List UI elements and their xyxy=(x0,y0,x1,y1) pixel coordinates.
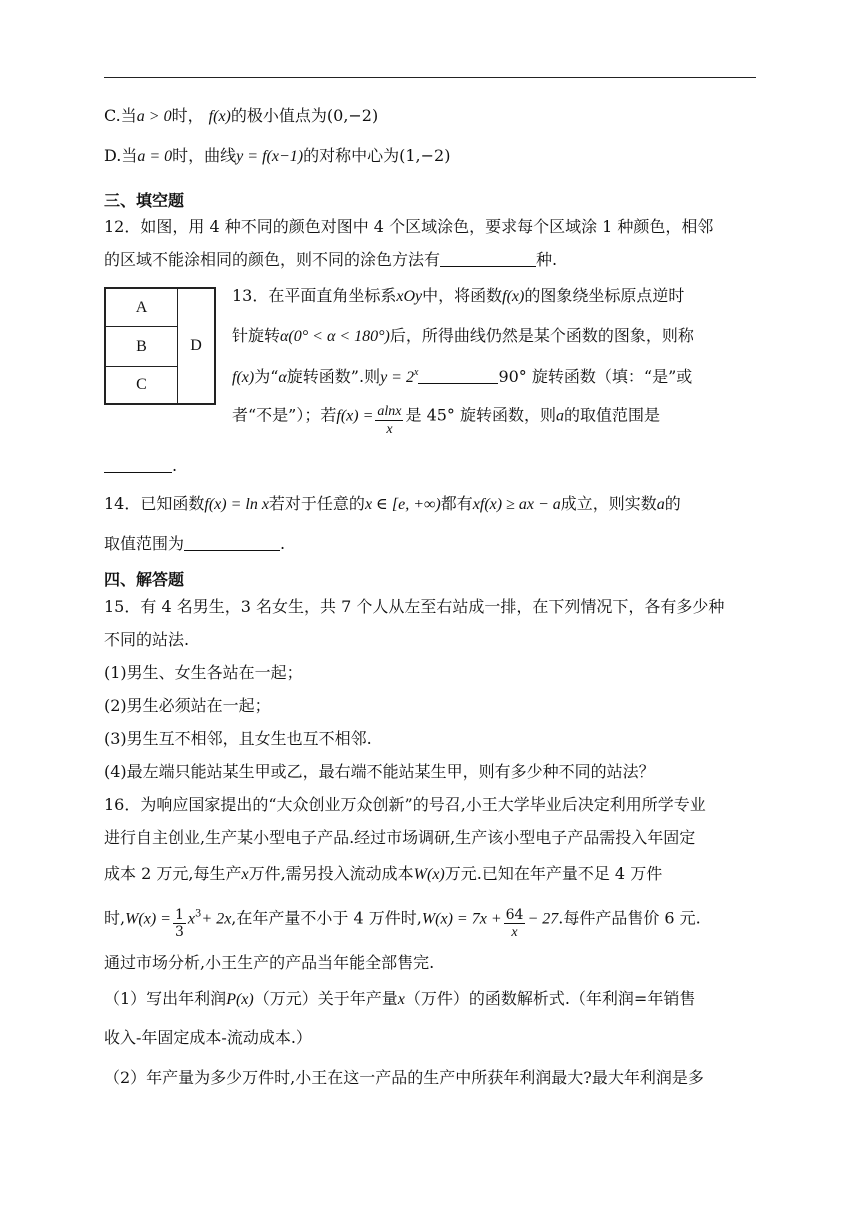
section-4-heading: 四、解答题 xyxy=(104,570,185,589)
region-figure xyxy=(104,287,216,405)
q15-line-1: 15．有 4 名男生，3 名女生，共 7 个人从左至右站成一排，在下列情况下，各有多少种 xyxy=(104,597,725,616)
section-3-heading: 三、填空题 xyxy=(104,191,185,210)
option-d: D.当a = 0时，曲线y = f(x−1)的对称中心为(1,−2) xyxy=(104,146,451,165)
q16-line-1: 16．为响应国家提出的“大众创业万众创新”的号召,小王大学毕业后决定利用所学专业 xyxy=(104,795,706,814)
option-c: C.当a > 0时， f(x)的极小值点为(0,−2) xyxy=(104,106,379,125)
q13-line-3: f(x)为“α旋转函数”.则$y = 2^x$ 90° 旋转函数（填：“是”或 xyxy=(232,367,693,386)
q15-part-4: (4)最左端只能站某生甲或乙，最右端不能站某生甲，则有多少种不同的站法？ xyxy=(104,762,655,781)
q14-line-2: 取值范围为 . xyxy=(104,534,286,553)
q13-answer-blank-2[interactable] xyxy=(104,458,172,473)
q16-line-7: 收入-年固定成本-流动成本.） xyxy=(104,1028,312,1047)
q16-line-8: （2）年产量为多少万件时,小王在这一产品的生产中所获年利润最大?最大年利润是多 xyxy=(104,1068,704,1087)
q14-line-1: 14．已知函数f(x) = ln x若对于任意的x ∈ [e, +∞)都有xf(x) ≥ ax − a成立，则实数a的 xyxy=(104,494,681,513)
q12-line-2: 的区域不能涂相同的颜色，则不同的涂色方法有 种. xyxy=(104,250,558,269)
q13-line-2: 针旋转α(0° < α < 180°)后，所得曲线仍然是某个函数的图象，则称 xyxy=(232,326,694,345)
region-c: C xyxy=(106,367,178,403)
region-d: D xyxy=(190,337,202,354)
q15-part-3: (3)男生互不相邻，且女生也互不相邻. xyxy=(104,729,372,748)
q15-line-2: 不同的站法. xyxy=(104,630,190,649)
q14-answer-blank[interactable] xyxy=(184,536,280,551)
region-a: A xyxy=(106,289,178,327)
q15-part-1: (1)男生、女生各站在一起； xyxy=(104,663,303,682)
q12-line-1: 12．如图，用 4 种不同的颜色对图中 4 个区域涂色，要求每个区域涂 1 种颜色，相邻 xyxy=(104,217,714,236)
q13-line-5: . xyxy=(104,458,177,474)
q16-line-5: 通过市场分析,小王生产的产品当年能全部售完. xyxy=(104,953,435,972)
q16-line-6: （1）写出年利润P(x)（万元）关于年产量x（万件）的函数解析式.（年利润=年销售 xyxy=(104,989,696,1008)
q13-answer-blank-1[interactable] xyxy=(418,369,498,384)
q16-line-3: 成本 2 万元,每生产x万件,需另投入流动成本W(x)万元.已知在年产量不足 4 万件 xyxy=(104,864,663,883)
q16-line-4: 时,W(x) = $\frac{1}{3}$ $x^3+ 2x$,在年产量不小于 4 万件时,W(x) = 7x + $\frac{64}{x}$ − 27.每件产品售价 6 元. xyxy=(104,907,701,940)
region-b: B xyxy=(106,327,178,367)
q13-line-4: 者“不是”）；若f(x) = $\frac{alnx}{x}$ 是 45° 旋转函数，则a的取值范围是 xyxy=(232,404,661,437)
q13-line-1: 13．在平面直角坐标系xOy中，将函数f(x)的图象绕坐标原点逆时 xyxy=(232,286,685,305)
q15-part-2: (2)男生必须站在一起； xyxy=(104,696,271,715)
header-rule xyxy=(104,77,756,78)
q12-answer-blank[interactable] xyxy=(440,252,536,267)
q16-line-2: 进行自主创业,生产某小型电子产品.经过市场调研,生产该小型电子产品需投入年固定 xyxy=(104,828,696,847)
